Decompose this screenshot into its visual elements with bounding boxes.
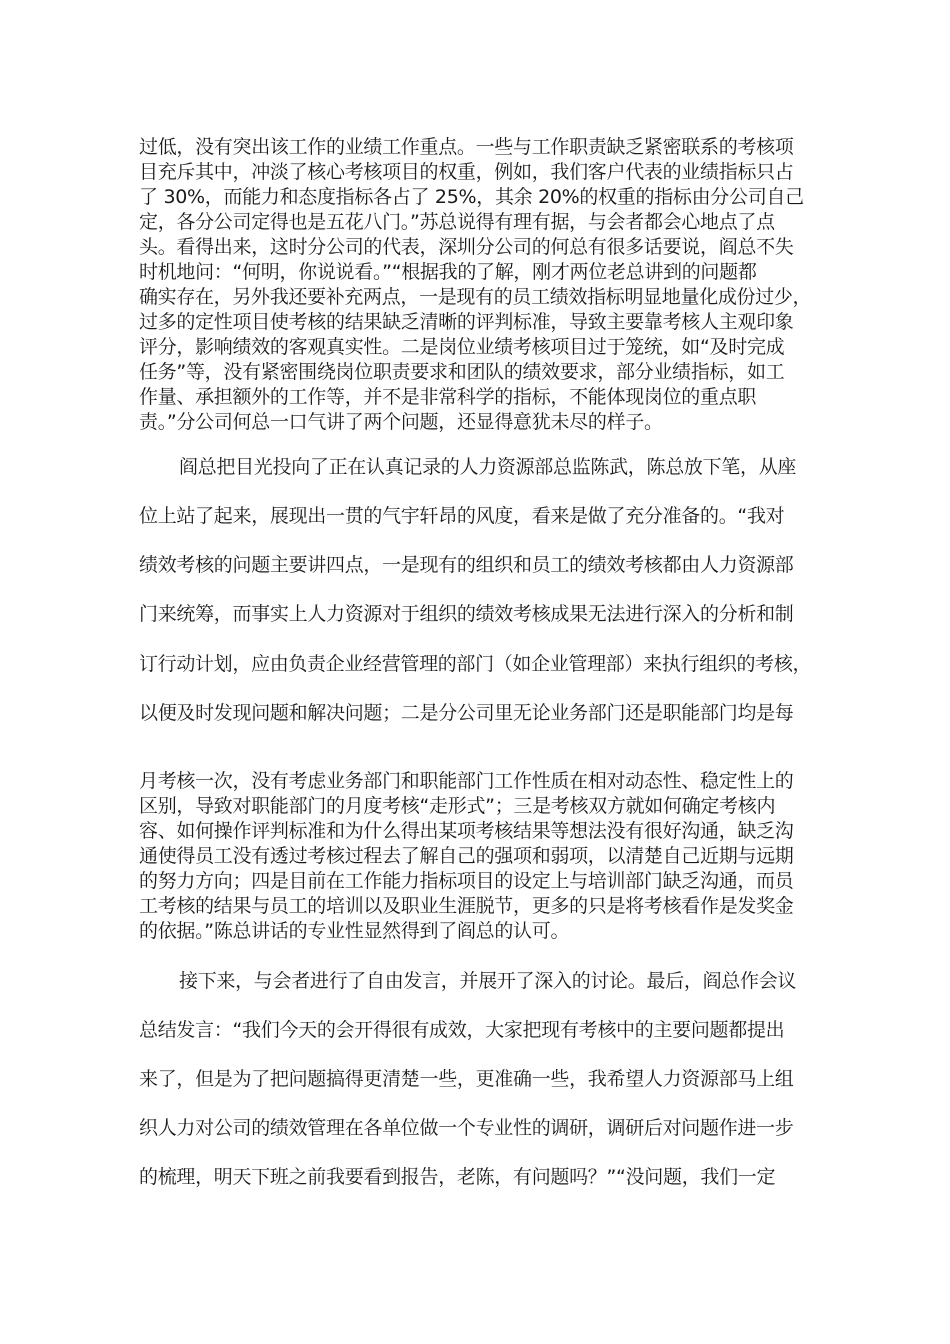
text-line: 过低，没有突出该工作的业绩工作重点。一些与工作职责缺乏紧密联系的考核项 bbox=[139, 136, 794, 158]
text-line: 确实存在，另外我还要补充两点，一是现有的员工绩效指标明显地量化成份过少， bbox=[139, 286, 812, 308]
text-line: 的梳理，明天下班之前我要看到报告，老陈，有问题吗？”“没问题，我们一定 bbox=[139, 1166, 776, 1188]
text-line: 区别，导致对职能部门的月度考核“走形式”；三是考核双方就如何确定考核内 bbox=[139, 795, 776, 817]
text-line: 门来统筹，而事实上人力资源对于组织的绩效考核成果无法进行深入的分析和制 bbox=[139, 603, 794, 625]
text-line: 绩效考核的问题主要讲四点，一是现有的组织和员工的绩效考核都由人力资源部 bbox=[139, 554, 794, 576]
text-line: 月考核一次，没有考虑业务部门和职能部门工作性质在相对动态性、稳定性上的 bbox=[139, 770, 794, 792]
text-line: 任务”等，没有紧密围绕岗位职责要求和团队的绩效要求，部分业绩指标，如工 bbox=[139, 361, 785, 383]
text-line: 订行动计划，应由负责企业经营管理的部门（如企业管理部）来执行组织的考核， bbox=[139, 653, 812, 675]
text-line: 了 30%，而能力和态度指标各占了 25%，其余 20%的权重的指标由分公司自己 bbox=[139, 186, 804, 208]
text-line: 作量、承担额外的工作等，并不是非常科学的指标，不能体现岗位的重点职 bbox=[139, 386, 757, 408]
text-line: 通使得员工没有透过考核过程去了解自己的强项和弱项，以清楚自己近期与远期 bbox=[139, 845, 794, 867]
text-line: 评分，影响绩效的客观真实性。二是岗位业绩考核项目过于笼统，如“及时完成 bbox=[139, 336, 785, 358]
text-line: 头。看得出来，这时分公司的代表，深圳分公司的何总有很多话要说，阎总不失 bbox=[139, 236, 794, 258]
text-line: 目充斥其中，冲淡了核心考核项目的权重，例如，我们客户代表的业绩指标只占 bbox=[139, 161, 794, 183]
text-line: 接下来，与会者进行了自由发言，并展开了深入的讨论。最后，阎总作会议 bbox=[179, 970, 797, 992]
text-line: 来了，但是为了把问题搞得更清楚一些，更准确一些，我希望人力资源部马上组 bbox=[139, 1068, 794, 1090]
text-line: 时机地问：“何明，你说说看。”“根据我的了解，刚才两位老总讲到的问题都 bbox=[139, 261, 757, 283]
text-line: 过多的定性项目使考核的结果缺乏清晰的评判标准，导致主要靠考核人主观印象 bbox=[139, 311, 794, 333]
text-line: 责。”分公司何总一口气讲了两个问题，还显得意犹未尽的样子。 bbox=[139, 411, 663, 433]
text-line: 的努力方向；四是目前在工作能力指标项目的设定上与培训部门缺乏沟通，而员 bbox=[139, 870, 794, 892]
text-line: 织人力对公司的绩效管理在各单位做一个专业性的调研，调研后对问题作进一步 bbox=[139, 1117, 794, 1139]
text-line: 定，各分公司定得也是五花八门。”苏总说得有理有据，与会者都会心地点了点 bbox=[139, 211, 775, 233]
text-line: 阎总把目光投向了正在认真记录的人力资源部总监陈武，陈总放下笔，从座 bbox=[179, 456, 797, 478]
text-line: 容、如何操作评判标准和为什么得出某项考核结果等想法没有很好沟通，缺乏沟 bbox=[139, 820, 794, 842]
text-line: 位上站了起来，展现出一贯的气宇轩昂的风度，看来是做了充分准备的。“我对 bbox=[139, 505, 785, 527]
text-line: 的依据。”陈总讲话的专业性显然得到了阎总的认可。 bbox=[139, 920, 570, 942]
text-line: 工考核的结果与员工的培训以及职业生涯脱节，更多的只是将考核看作是发奖金 bbox=[139, 895, 794, 917]
text-line: 总结发言：“我们今天的会开得很有成效，大家把现有考核中的主要问题都提出 bbox=[139, 1019, 785, 1041]
text-line: 以便及时发现问题和解决问题；二是分公司里无论业务部门还是职能部门均是每 bbox=[139, 702, 794, 724]
